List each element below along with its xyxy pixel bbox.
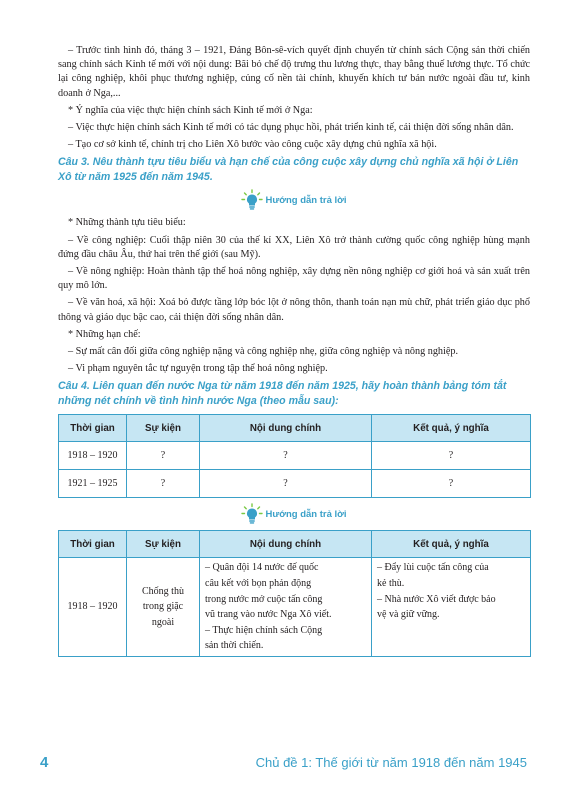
- top-section: [58, 44, 530, 152]
- table-row: [59, 442, 531, 470]
- lightbulb-icon: [241, 189, 263, 211]
- question-3-answer: [58, 216, 530, 376]
- paragraph: – Trước tình hình đó, tháng 3 – 1921, Đảng Bôn-sê-vích quyết định chuyển từ chính sách Cộng sản thời chiến sang chính sách Kinh tế mới với nội dung: Bãi bỏ chế độ trưng thu lương thực, thay bằng thuế lương thực. Tổ chức lại công nghiệp, khôi phục thương nghiệp, củng cố nền tài chính, khuyến khích tư bản nước ngoài đầu tư, kinh doanh ở Nga,...: [58, 45, 530, 99]
- paragraph: * Những hạn chế:: [68, 328, 141, 340]
- table-cell: ?: [127, 442, 200, 470]
- content-line: – Thực hiện chính sách Cộng: [205, 624, 323, 636]
- paragraph: – Tạo cơ sở kinh tế, chính trị cho Liên Xô bước vào công cuộc xây dựng chủ nghĩa xã hội.: [68, 139, 437, 151]
- question-4-heading: Câu 4. Liên quan đến nước Nga từ năm 1918 đến năm 1925, hãy hoàn thành bảng tóm tắt những nét chính về tình hình nước Nga (theo mẫu sau):: [58, 380, 507, 407]
- page-content: [58, 44, 530, 663]
- event-cell: [127, 558, 200, 657]
- content-cell: [200, 558, 372, 657]
- answer-guide-label: Hướng dẫn trả lời: [265, 194, 347, 206]
- answer-table: [58, 530, 531, 657]
- content-line: vũ trang vào nước Nga Xô viết.: [205, 609, 332, 621]
- event-line: ngoài: [151, 617, 175, 629]
- column-header: Sự kiện: [127, 415, 200, 442]
- chapter-title: Chủ đề 1: Thế giới từ năm 1918 đến năm 1945: [255, 755, 527, 770]
- table-cell: ?: [372, 470, 531, 498]
- paragraph: – Sự mất cân đối giữa công nghiệp nặng và công nghiệp nhẹ, giữa công nghiệp và nông nghiệp.: [68, 346, 459, 358]
- table-row: [59, 470, 531, 498]
- paragraph: – Việc thực hiện chính sách Kinh tế mới có tác dụng phục hồi, phát triển kinh tế, cải thiện đời sống nhân dân.: [68, 122, 514, 134]
- result-line: kẻ thù.: [377, 578, 405, 590]
- result-line: – Đẩy lùi cuộc tấn công của: [377, 562, 489, 574]
- column-header: Thời gian: [59, 415, 127, 442]
- answer-guide-heading: [58, 504, 530, 524]
- column-header: Sự kiện: [127, 531, 200, 558]
- column-header: Thời gian: [59, 531, 127, 558]
- paragraph: * Ý nghĩa của việc thực hiện chính sách Kinh tế mới ở Nga:: [68, 104, 313, 116]
- column-header: Kết quả, ý nghĩa: [372, 531, 531, 558]
- column-header: Nội dung chính: [200, 531, 372, 558]
- result-line: – Nhà nước Xô viết được bảo: [377, 593, 496, 605]
- table-row: [59, 558, 531, 657]
- table-header-row: [59, 415, 531, 442]
- template-table: [58, 414, 531, 498]
- table-cell: ?: [200, 470, 372, 498]
- content-line: trong nước mở cuộc tấn công: [205, 593, 323, 605]
- paragraph: – Vi phạm nguyên tắc tự nguyện trong tập thể hoá nông nghiệp.: [68, 363, 328, 375]
- lightbulb-icon: [241, 503, 263, 525]
- paragraph: * Những thành tựu tiêu biểu:: [68, 217, 186, 229]
- paragraph: – Về công nghiệp: Cuối thập niên 30 của thế kỉ XX, Liên Xô trở thành cường quốc công nghiệp hùng mạnh đứng đầu châu Âu, thứ hai trên thế giới (sau Mỹ).: [58, 234, 530, 260]
- time-cell: 1918 – 1920: [59, 558, 127, 657]
- content-line: câu kết với bọn phản động: [205, 578, 312, 590]
- page-footer: [0, 752, 575, 776]
- page-number: 4: [40, 754, 49, 771]
- answer-guide-heading: [58, 190, 530, 210]
- column-header: Kết quả, ý nghĩa: [372, 415, 531, 442]
- table-cell: 1918 – 1920: [59, 442, 127, 470]
- result-cell: [372, 558, 531, 657]
- table-header-row: [59, 531, 531, 558]
- answer-guide-label: Hướng dẫn trả lời: [265, 508, 347, 520]
- table-cell: 1921 – 1925: [59, 470, 127, 498]
- column-header: Nội dung chính: [200, 415, 372, 442]
- paragraph: – Về văn hoá, xã hội: Xoá bỏ được tầng lớp bóc lột ở nông thôn, thanh toán nạn mù chữ, phát triển giáo dục phổ thông và giáo dục bậc cao, cải thiện đời sống nhân dân.: [58, 297, 530, 323]
- table-cell: ?: [372, 442, 531, 470]
- event-line: trong giặc: [142, 601, 184, 613]
- question-3-heading: Câu 3. Nêu thành tựu tiêu biểu và hạn chế của công cuộc xây dựng chủ nghĩa xã hội ở Liên Xô từ năm 1925 đến năm 1945.: [58, 156, 519, 183]
- event-line: Chống thù: [142, 585, 184, 597]
- result-line: vệ và giữ vững.: [377, 609, 440, 621]
- table-cell: ?: [127, 470, 200, 498]
- paragraph: – Về nông nghiệp: Hoàn thành tập thể hoá nông nghiệp, xây dựng nền nông nghiệp cơ giới hoá và sản xuất trên quy mô lớn.: [58, 266, 530, 292]
- content-line: – Quân đội 14 nước đế quốc: [205, 562, 319, 574]
- content-line: sản thời chiến.: [205, 640, 264, 652]
- table-cell: ?: [200, 442, 372, 470]
